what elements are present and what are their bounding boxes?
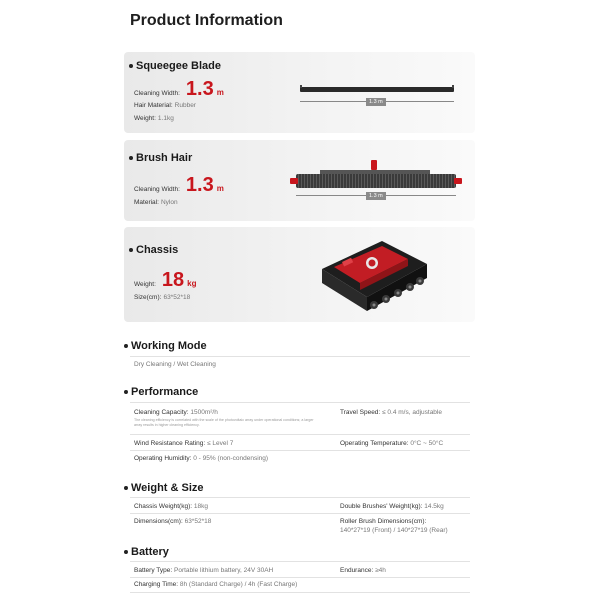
cleaning-capacity — [134, 409, 218, 416]
working-mode-text: Dry Cleaning / Wet Cleaning — [134, 361, 216, 368]
performance-title — [124, 386, 198, 398]
double-brushes-value: 14.5kg — [424, 503, 444, 510]
chassis-weight-value: 18kg — [193, 503, 208, 510]
double-brushes-weight-row — [340, 503, 444, 510]
brush-end-cap-right — [454, 178, 462, 184]
weight-label: Weight: — [134, 281, 156, 288]
endurance-label: Endurance: — [340, 567, 374, 574]
material-label: Material: — [134, 199, 159, 206]
chassis-card — [124, 227, 475, 322]
brush-cleaning-width — [134, 174, 224, 197]
weight-size-title — [124, 482, 204, 494]
divider — [130, 497, 470, 498]
hair-material-label: Hair Material: — [134, 102, 173, 109]
performance-title-text: Performance — [131, 386, 199, 398]
brush-mount-image — [371, 160, 377, 170]
cleaning-width-value: 1.3 — [185, 78, 214, 100]
cleaning-width-unit: m — [216, 184, 224, 193]
divider — [130, 592, 470, 593]
battery-title — [124, 546, 169, 558]
chassis-title — [129, 244, 178, 256]
operating-humidity — [134, 455, 268, 462]
cleaning-capacity-value: 1500m²/h — [190, 409, 218, 416]
operating-temperature-value: 0°C ~ 50°C — [410, 440, 444, 447]
chassis-size — [134, 294, 190, 301]
roller-brush-dimensions-label: Roller Brush Dimensions(cm): — [340, 518, 427, 525]
battery-title-text: Battery — [131, 546, 169, 558]
travel-speed — [340, 409, 442, 416]
operating-temperature — [340, 440, 443, 447]
bullet-icon — [129, 156, 133, 160]
divider — [130, 577, 470, 578]
cleaning-width-label: Cleaning Width: — [134, 186, 180, 193]
squeegee-blade-image — [300, 87, 454, 92]
battery-type-label: Battery Type: — [134, 567, 173, 574]
chassis-title-text: Chassis — [136, 244, 179, 256]
chassis-weight-row — [134, 503, 208, 510]
squeegee-weight — [134, 115, 174, 122]
weight-unit: kg — [187, 279, 197, 288]
charging-time-label: Charging Time: — [134, 581, 179, 588]
travel-speed-value: ≤ 0.4 m/s, adjustable — [382, 409, 442, 416]
chassis-weight — [134, 269, 197, 292]
roller-brush-dimensions-value: 140*27*19 (Front) / 140*27*19 (Rear) — [340, 527, 448, 534]
squeegee-hair-material — [134, 102, 196, 109]
charging-time-row — [134, 581, 297, 588]
working-mode-value — [134, 361, 216, 368]
dimensions-value: 63*52*18 — [184, 518, 212, 525]
weight-label: Weight: — [134, 115, 156, 122]
wind-resistance-label: Wind Resistance Rating: — [134, 440, 206, 447]
brush-hair-title-text: Brush Hair — [136, 152, 193, 164]
divider — [130, 561, 470, 562]
battery-type-value: Portable lithium battery, 24V 30AH — [174, 567, 274, 574]
operating-humidity-value: 0 - 95% (non-condensing) — [193, 455, 269, 462]
page-title: Product Information — [130, 12, 283, 29]
bullet-icon — [124, 486, 128, 490]
bullet-icon — [124, 344, 128, 348]
material-value: Nylon — [160, 199, 178, 206]
brush-dimension-label: 1.3 m — [366, 192, 386, 200]
endurance-row — [340, 567, 386, 574]
wind-resistance — [134, 440, 233, 447]
double-brushes-label: Double Brushes' Weight(kg): — [340, 503, 423, 510]
brush-material — [134, 199, 178, 206]
cleaning-width-value: 1.3 — [185, 174, 214, 196]
working-mode-title — [124, 340, 207, 352]
dimensions-row — [134, 518, 211, 525]
bullet-icon — [124, 390, 128, 394]
weight-value: 1.1kg — [157, 115, 174, 122]
operating-humidity-label: Operating Humidity: — [134, 455, 192, 462]
divider — [130, 402, 470, 403]
hair-material-value: Rubber — [174, 102, 196, 109]
weight-value: 18 — [161, 269, 185, 291]
squeegee-blade-title-text: Squeegee Blade — [136, 60, 221, 72]
operating-temperature-label: Operating Temperature: — [340, 440, 409, 447]
endurance-value: ≥4h — [375, 567, 386, 574]
cleaning-width-label: Cleaning Width: — [134, 90, 180, 97]
roller-brush-dimensions-value-row — [340, 527, 448, 534]
squeegee-cleaning-width — [134, 78, 224, 101]
working-mode-title-text: Working Mode — [131, 340, 207, 352]
cleaning-capacity-label: Cleaning Capacity: — [134, 409, 189, 416]
cleaning-width-unit: m — [216, 88, 224, 97]
squeegee-dimension-label: 1.3 m — [366, 98, 386, 106]
wind-resistance-value: ≤ Level 7 — [206, 440, 234, 447]
brush-end-cap-left — [290, 178, 298, 184]
squeegee-blade-card — [124, 52, 475, 133]
squeegee-blade-title — [129, 60, 221, 72]
weight-size-title-text: Weight & Size — [131, 482, 204, 494]
brush-roller-image — [296, 174, 456, 188]
chassis-weight-label: Chassis Weight(kg): — [134, 503, 193, 510]
roller-brush-dimensions-label-row — [340, 518, 426, 525]
brush-hair-card — [124, 140, 475, 221]
divider — [130, 513, 470, 514]
dimensions-label: Dimensions(cm): — [134, 518, 183, 525]
bullet-icon — [129, 248, 133, 252]
size-value: 63*52*18 — [163, 294, 191, 301]
size-label: Size(cm): — [134, 294, 162, 301]
chassis-robot-image — [312, 229, 437, 319]
battery-type-row — [134, 567, 273, 574]
bullet-icon — [124, 550, 128, 554]
brush-hair-title — [129, 152, 192, 164]
divider — [130, 450, 470, 451]
divider — [130, 356, 470, 357]
charging-time-value: 8h (Standard Charge) / 4h (Fast Charge) — [179, 581, 298, 588]
travel-speed-label: Travel Speed: — [340, 409, 381, 416]
divider — [130, 434, 470, 435]
bullet-icon — [129, 64, 133, 68]
cleaning-capacity-note: The cleaning efficiency is correlated with the scale of the photovoltaic array under operational conditions; a larger array results in higher cleaning efficiency. — [134, 418, 314, 427]
